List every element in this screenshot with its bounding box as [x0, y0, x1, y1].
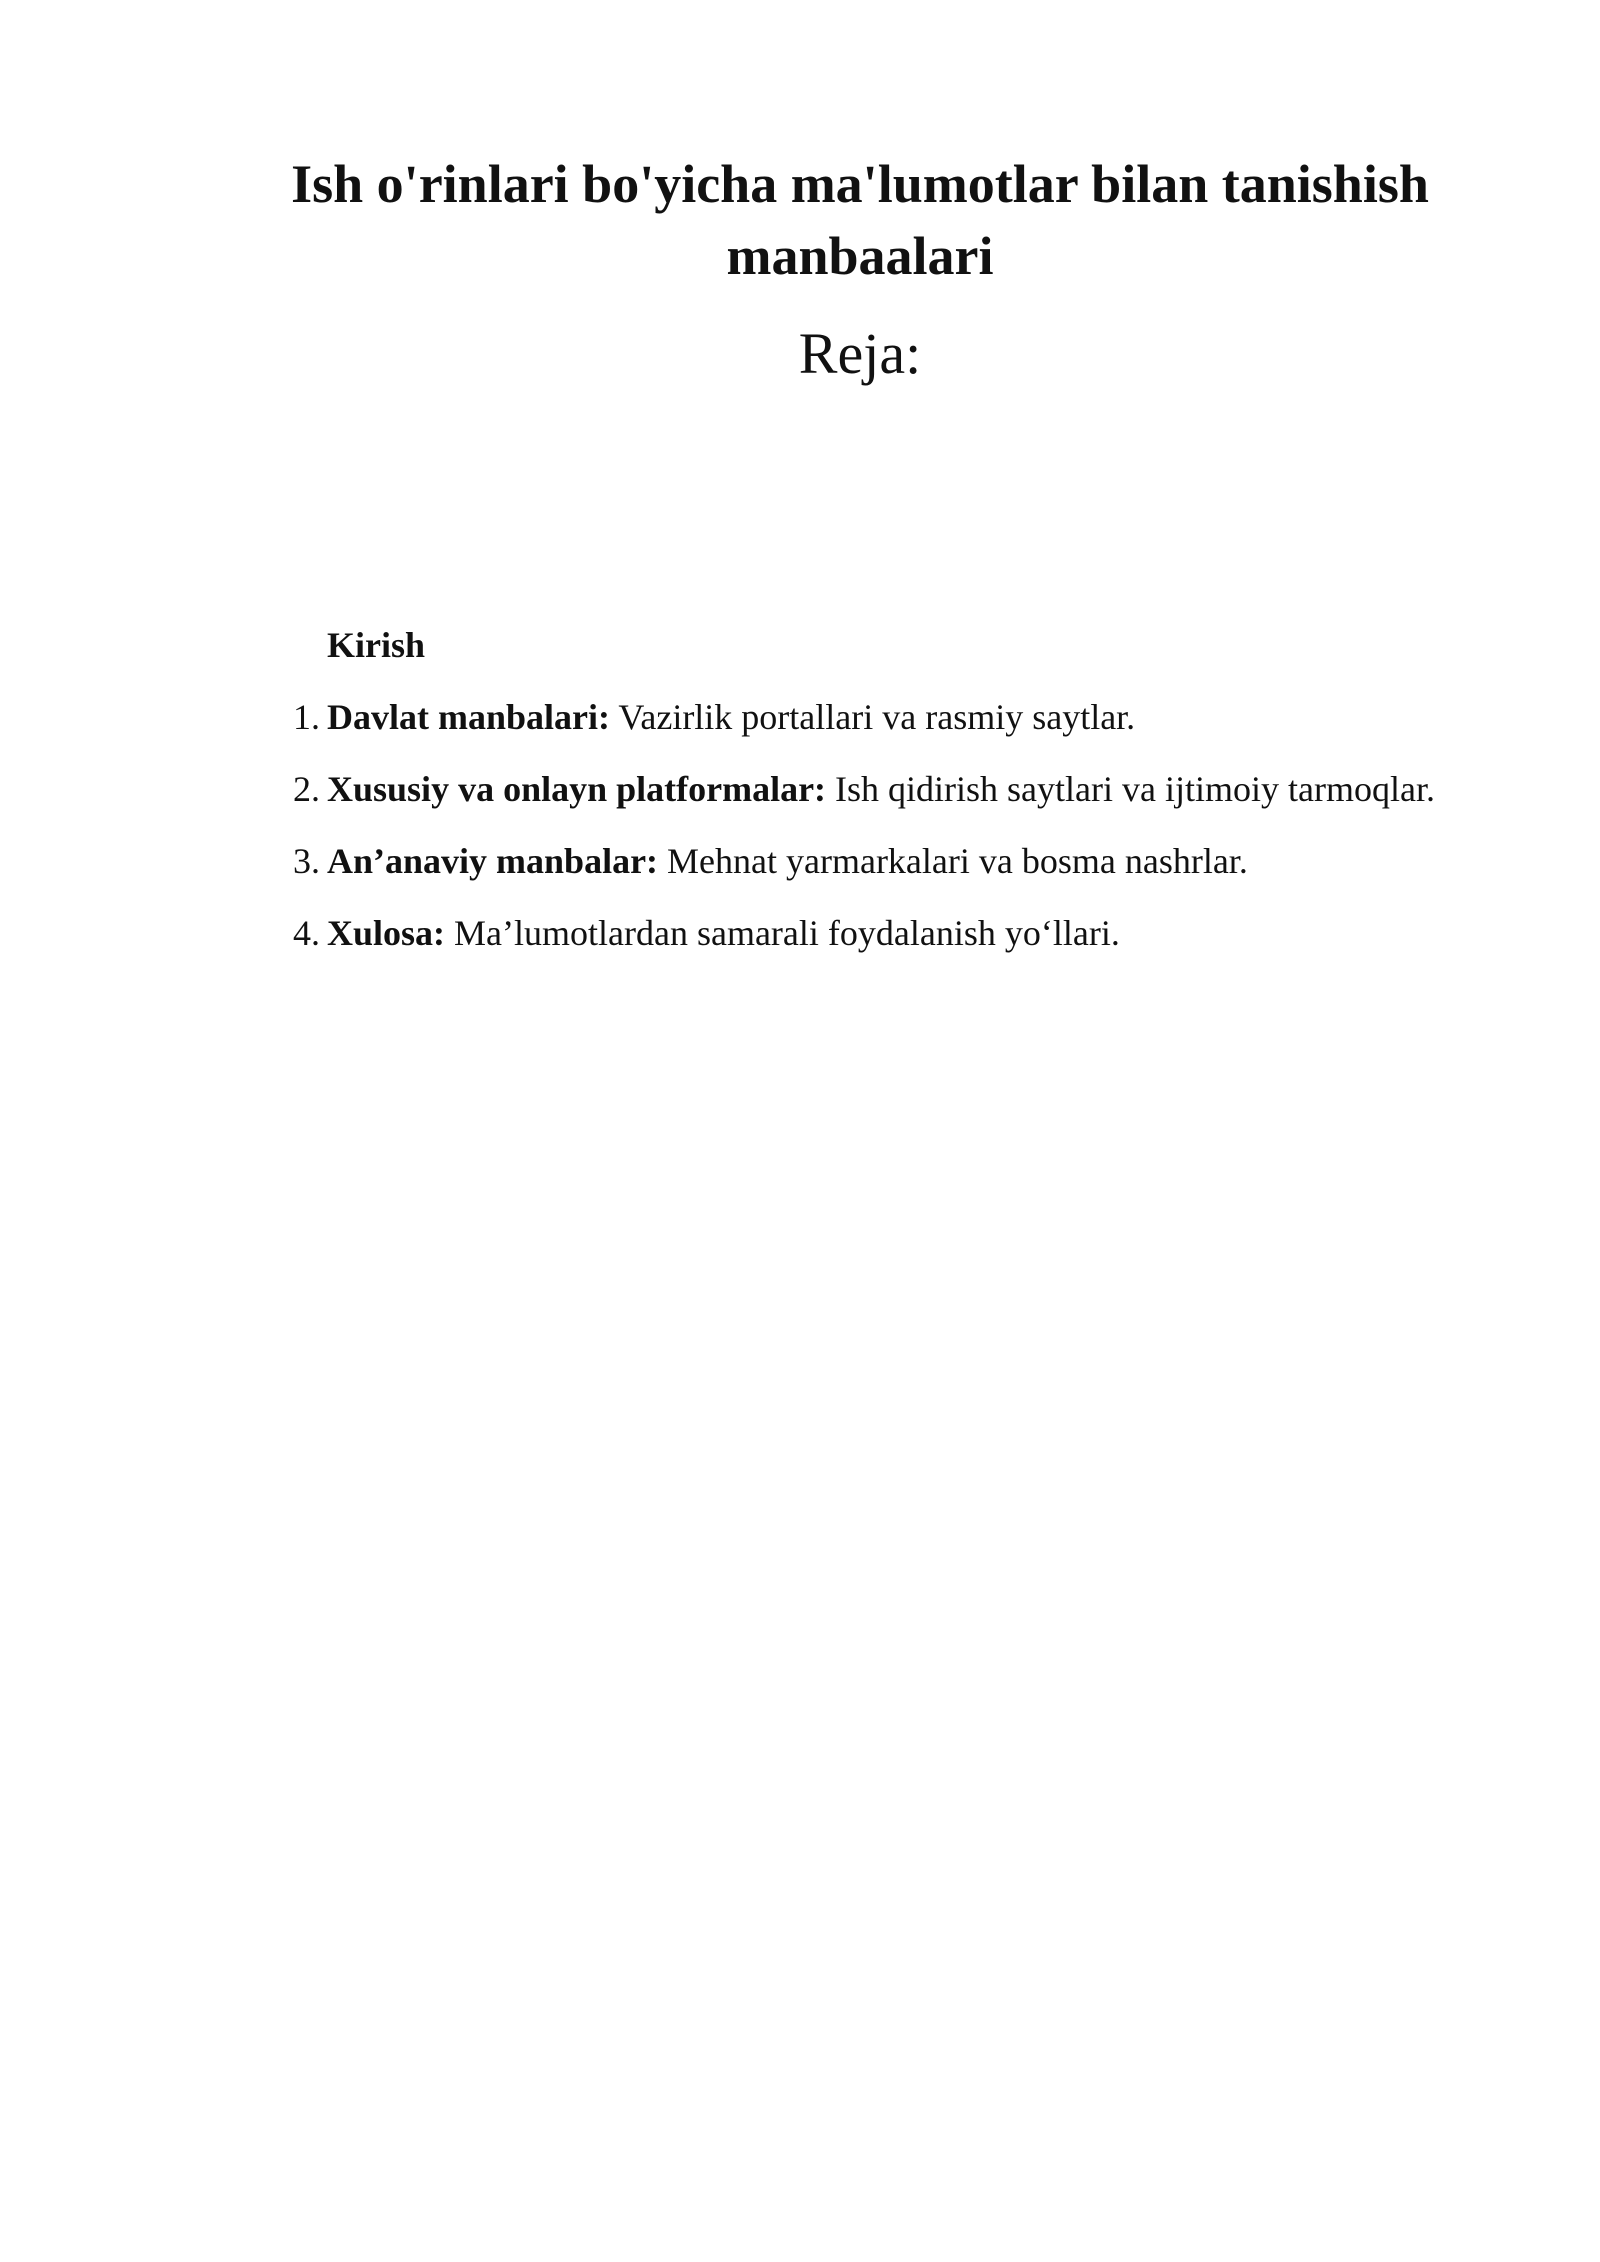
- plan-item-text: Vazirlik portallari va rasmiy saytlar.: [610, 697, 1136, 737]
- plan-item-body: [327, 692, 1135, 742]
- plan-list: [270, 692, 1530, 980]
- plan-item-body: [327, 764, 1435, 814]
- plan-item-term: Xususiy va onlayn platformalar:: [327, 769, 827, 809]
- intro-label: Kirish: [327, 625, 426, 665]
- plan-item-text: Mehnat yarmarkalari va bosma nashrlar.: [658, 841, 1248, 881]
- document-title: Ish o'rinlari bo'yicha ma'lumotlar bilan tanishish manbaalari: [291, 154, 1429, 286]
- plan-item-term: Davlat manbalari:: [327, 697, 610, 737]
- plan-item-4: [270, 908, 1530, 980]
- plan-item-1: [270, 692, 1530, 764]
- plan-item-text: Ish qidirish saytlari va ijtimoiy tarmoqlar.: [826, 769, 1435, 809]
- plan-item-term: Xulosa:: [327, 913, 446, 953]
- plan-item-body: [327, 836, 1248, 886]
- plan-item-text: Ma’lumotlardan samarali foydalanish yo‘llari.: [445, 913, 1120, 953]
- plan-item-number: 3.: [293, 841, 320, 881]
- plan-item-body: [327, 908, 1120, 958]
- plan-item-number: 1.: [293, 697, 320, 737]
- plan-item-2: [270, 764, 1530, 836]
- plan-heading: Reja:: [798, 321, 922, 386]
- plan-item-term: An’anaviy manbalar:: [327, 841, 659, 881]
- plan-item-number: 4.: [293, 913, 320, 953]
- plan-item-number: 2.: [293, 769, 320, 809]
- plan-item-3: [270, 836, 1530, 908]
